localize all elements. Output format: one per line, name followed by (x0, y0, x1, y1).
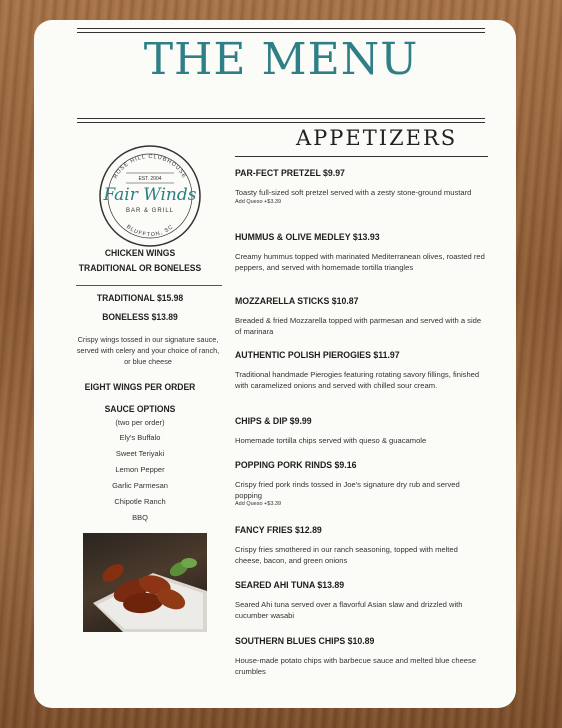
logo-sub: BAR & GRILL (125, 208, 175, 214)
menu-item (235, 350, 485, 391)
sauce-title: SAUCE OPTIONS (104, 404, 176, 415)
page-title: THE MENU (143, 34, 419, 85)
menu-item-name: SEARED AHI TUNA $13.89 (235, 580, 345, 591)
menu-item-description: Homemade tortilla chips served with queso & guacamole (235, 436, 427, 445)
menu-item-addon: Add Queso +$3.39 (235, 501, 282, 507)
sauce-item: BBQ (132, 513, 148, 522)
fair-winds-logo (90, 136, 210, 256)
wings-price-boneless: BONELESS $13.89 (102, 312, 178, 323)
section-title: APPETIZERS (296, 126, 458, 150)
menu-item-description: Toasty full-sized soft pretzel served with a zesty stone-ground mustard (235, 188, 472, 197)
title-rule-1 (77, 118, 485, 119)
sauce-item: Garlic Parmesan (112, 481, 168, 490)
wings-rule (76, 285, 222, 286)
menu-item-name: POPPING PORK RINDS $9.16 (235, 460, 357, 471)
menu-item (235, 168, 485, 206)
menu-item (235, 636, 485, 677)
logo-name: Fair Winds (103, 185, 197, 205)
menu-item-name: MOZZARELLA STICKS $10.87 (235, 296, 359, 307)
menu-item-description: Creamy hummus topped with marinated Mediterranean olives, roasted red peppers, and served with homemade tortilla triangles (235, 252, 485, 272)
wings-photo (83, 533, 207, 632)
logo-bottom-text: BLUFFTON, SC (125, 223, 175, 239)
wings-description: Crispy wings tossed in our signature sauce, served with celery and your choice of ranch, or blue cheese (76, 335, 220, 366)
menu-item (235, 232, 485, 273)
wings-order: EIGHT WINGS PER ORDER (84, 382, 196, 393)
top-rule-2 (77, 32, 485, 33)
menu-item-name: HUMMUS & OLIVE MEDLEY $13.93 (235, 232, 380, 243)
menu-item-description: Crispy fries smothered in our ranch seasoning, topped with melted cheese, bacon, and green onions (235, 545, 458, 565)
menu-item-name: AUTHENTIC POLISH PIEROGIES $11.97 (235, 350, 400, 361)
logo-est: EST. 2004 (138, 176, 162, 182)
menu-item-description: Seared Ahi tuna served over a flavorful Asian slaw and drizzled with cucumber wasabi (235, 600, 463, 620)
menu-item-description: Traditional handmade Pierogies featuring rotating savory fillings, finished with caramelized onions and served with chilled sour cream. (235, 370, 480, 390)
wings-title-2: TRADITIONAL OR BONELESS (78, 263, 202, 274)
sauce-item: Sweet Teriyaki (115, 449, 165, 458)
title-rule-2 (77, 122, 485, 123)
menu-item-description: Crispy fried pork rinds tossed in Joe's signature dry rub and served popping (235, 480, 460, 500)
sauce-note: (two per order) (115, 418, 165, 427)
top-rule-1 (77, 28, 485, 29)
menu-item (235, 296, 485, 337)
svg-text:BLUFFTON, SC (125, 224, 175, 238)
menu-item (235, 416, 485, 447)
menu-item (235, 525, 485, 566)
menu-item-name: FANCY FRIES $12.89 (235, 525, 322, 536)
logo-top-text: ROSE HILL CLUBHOUSE (112, 153, 188, 180)
menu-item-description: House-made potato chips with barbecue sauce and melted blue cheese crumbles (235, 656, 477, 676)
sauce-item: Lemon Pepper (115, 465, 165, 474)
menu-item-name: CHIPS & DIP $9.99 (235, 416, 312, 427)
sauce-item: Chipotle Ranch (114, 497, 166, 506)
menu-item-description: Breaded & fried Mozzarella topped with parmesan and served with a side of marinara (235, 316, 482, 336)
sauce-item: Ely's Buffalo (119, 433, 161, 442)
wings-title-1: CHICKEN WINGS (104, 248, 176, 259)
menu-item (235, 460, 485, 508)
section-rule (235, 156, 488, 157)
menu-item-name: SOUTHERN BLUES CHIPS $10.89 (235, 636, 375, 647)
menu-item-name: PAR-FECT PRETZEL $9.97 (235, 168, 345, 179)
menu-item-addon: Add Queso +$3.39 (235, 198, 282, 205)
wings-price-traditional: TRADITIONAL $15.98 (96, 293, 184, 304)
menu-item (235, 580, 485, 621)
